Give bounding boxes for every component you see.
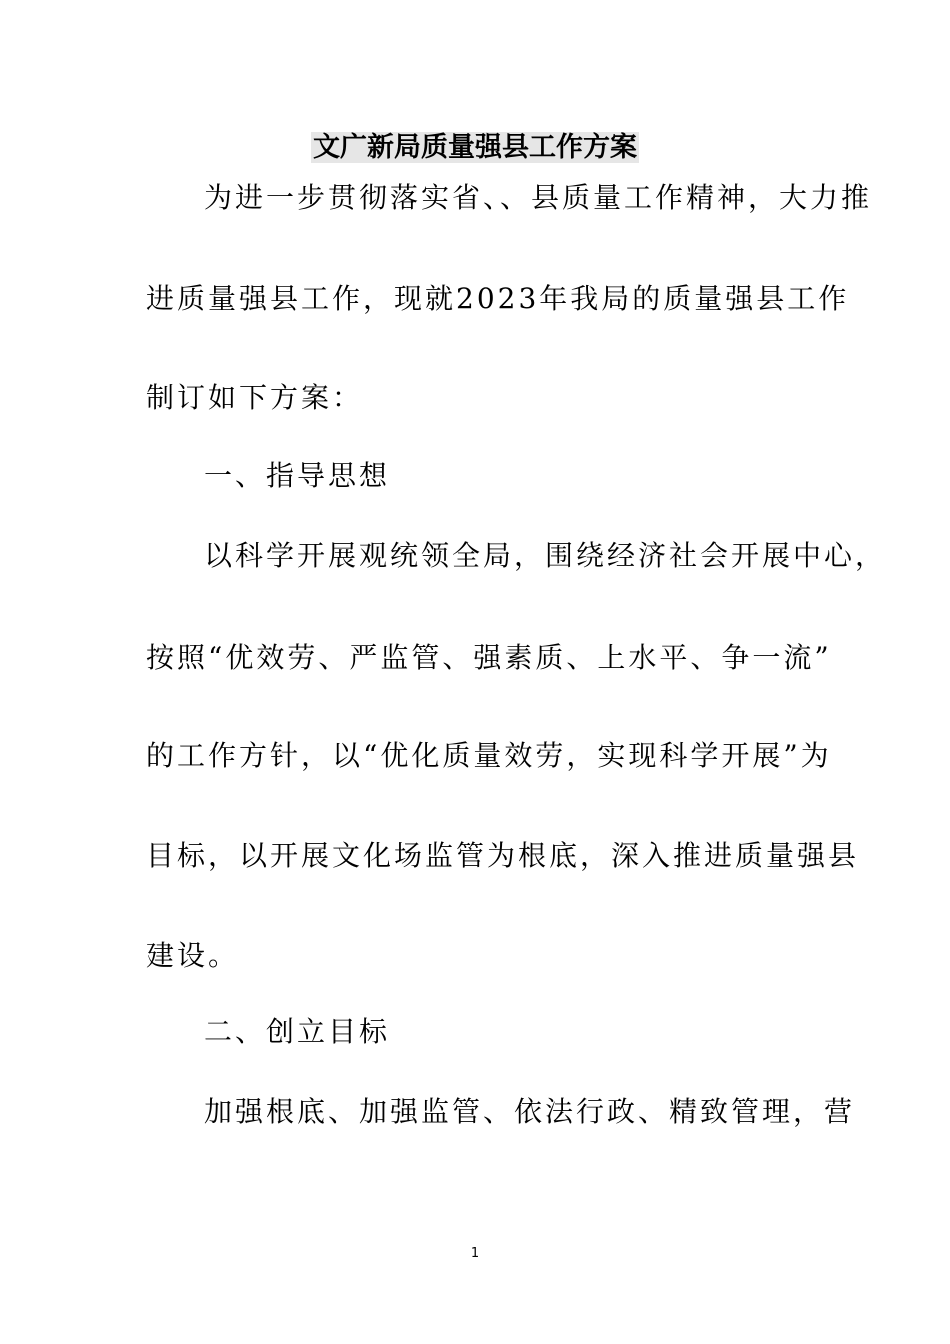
- paragraph-line: 制订如下方案：: [146, 381, 364, 414]
- paragraph-line: 进质量强县工作，现就2023年我局的质量强县工作: [146, 282, 850, 315]
- page-number: 1: [470, 1246, 480, 1261]
- paragraph-line: 的工作方针，以“优化质量效劳，实现科学开展”为: [146, 739, 832, 772]
- section-heading: 一、指导思想: [204, 459, 391, 492]
- paragraph-line: 建设。: [146, 939, 240, 972]
- paragraph-line: 以科学开展观统领全局，围绕经济社会开展中心，: [204, 539, 887, 572]
- paragraph-line: 为进一步贯彻落实省、、县质量工作精神，大力推: [204, 181, 873, 214]
- document-title-text: 文广新局质量强县工作方案: [313, 132, 637, 163]
- paragraph-line: 按照“优效劳、严监管、强素质、上水平、争一流”: [146, 641, 832, 674]
- paragraph-line: 目标，以开展文化场监管为根底，深入推进质量强县: [146, 839, 860, 872]
- paragraph-line: 加强根底、加强监管、依法行政、精致管理，营: [204, 1095, 856, 1128]
- section-heading: 二、创立目标: [204, 1015, 391, 1048]
- document-title: [0, 128, 950, 168]
